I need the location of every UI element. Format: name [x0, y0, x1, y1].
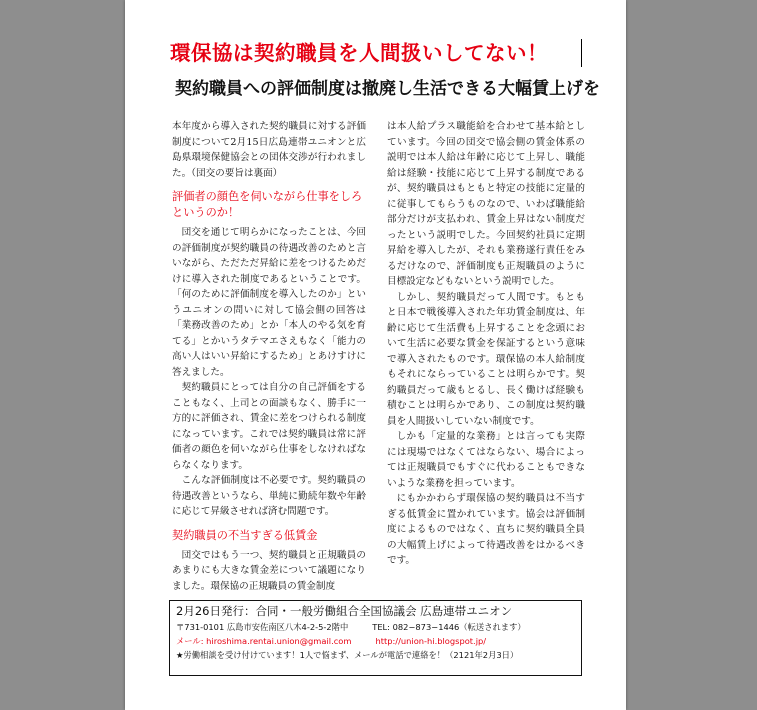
- body-paragraph: にもかかわらず環保協の契約職員は不当すぎる低賃金に置かれています。協会は評価制度によるものではなく、直ちに契約職員全員の大幅賃上げによって待遇改善をはかるべきです。: [387, 493, 585, 566]
- document-subtitle: 契約職員への評価制度は撤廃し生活できる大幅賃上げを: [175, 79, 600, 99]
- publisher-footer-box: [169, 600, 582, 676]
- section-heading-low-wage: 契約職員の不当すぎる低賃金: [172, 528, 318, 542]
- consultation-notice: ★労働相談を受け付けています！1人で悩まず、メールが電話で連絡を！（2121年2月3日）: [176, 650, 519, 660]
- issue-line: 2月26日発行：合同・一般労働組合全国協議会 広島連帯ユニオン: [176, 604, 513, 618]
- body-paragraph: は本人給プラス職能給を合わせて基本給としています。今回の団交で協会側の賃金体系の説明では本人給は年齢に応じて上昇し、職能給は経験・技能に応じて上昇する制度であるが、契約職員はもともと特定の技能に定量的に従事してもらうものなので、いわば職能給部分だけが支払われ、賃金上昇はない制度だったという説明でした。今回契約社員に定期昇給を導入したが、それも業務遂行責任をみるだけなので、評価制度も正規職員のように目標設定などもないという説明でした。: [387, 121, 585, 287]
- email-link[interactable]: メール: hiroshima.rentai.union@gmail.com: [176, 636, 352, 646]
- postal-address: 〒731-0101 広島市安佐南区八木4-2-5-2階中: [176, 622, 349, 632]
- contact-address-row: [176, 620, 575, 634]
- document-title: 環保協は契約職員を人間扱いしてない！: [170, 41, 548, 65]
- right-column: [387, 119, 585, 569]
- body-paragraph: 団交ではもう一つ、契約職員と正規職員のあまりにも大きな賃金差について議題になりました。環保協の正規職員の賃金制度: [172, 549, 366, 592]
- body-paragraph: こんな評価制度は不必要です。契約職員の待遇改善というなら、単純に勤続年数や年齢に応じて昇級させれば済む問題です。: [172, 475, 366, 517]
- contact-online-row: [176, 634, 575, 648]
- left-column: [172, 119, 366, 594]
- text-cursor: [581, 39, 582, 67]
- phone-number: TEL: 082−873−1446（転送されます）: [372, 622, 526, 632]
- section-heading-evaluator: 評価者の顔色を伺いながら仕事をしろというのか！: [172, 190, 363, 219]
- website-link[interactable]: http://union-hi.blogspot.jp/: [375, 636, 487, 646]
- body-paragraph: しかし、契約職員だって人間です。もともと日本で戦後導入された年功賃金制度は、年齢に応じて生活費も上昇することを念頭において生活に必要な賃金を保証するという意味で導入されたものです。環保協の本人給制度もそれにならっていることは明らかです。契約職員だって歳もとるし、長く働けば経験も積むことは明らかであり、この制度は契約職員を人間扱いしていない制度です。: [387, 291, 585, 427]
- body-paragraph: 契約職員にとっては自分の自己評価をすることもなく、上司との面談もなく、勝手に一方的に評価され、賃金に差をつけられる制度になっています。これでは契約職員は常に評価者の顔色を伺いながら仕事をしなければならなくなります。: [172, 382, 366, 471]
- intro-paragraph: 本年度から導入された契約職員に対する評価制度について2月15日広島連帯ユニオンと広島県環境保健協会との団体交渉が行われました。（団交の要旨は裏面）: [172, 121, 366, 179]
- body-paragraph: しかも「定量的な業務」とは言っても実際には現場ではなくてはならない、場合によっては正規職員でもすぐに代わることもできないような業務を担っています。: [387, 431, 585, 489]
- body-paragraph: 団交を通じて明らかになったことは、今回の評価制度が契約職員の待遇改善のためと言いながら、ただただ昇給に差をつけるためだけに導入された制度であるということです。「何のために評価制度を導入したのか」というユニオンの問いに対して協会側の回答は「業務改善のため」とか「本人のやる気を育てる」とかいうタテマエさえもなく「能力の高い人はいい昇給にするため」とあけすけに答えました。: [172, 227, 366, 378]
